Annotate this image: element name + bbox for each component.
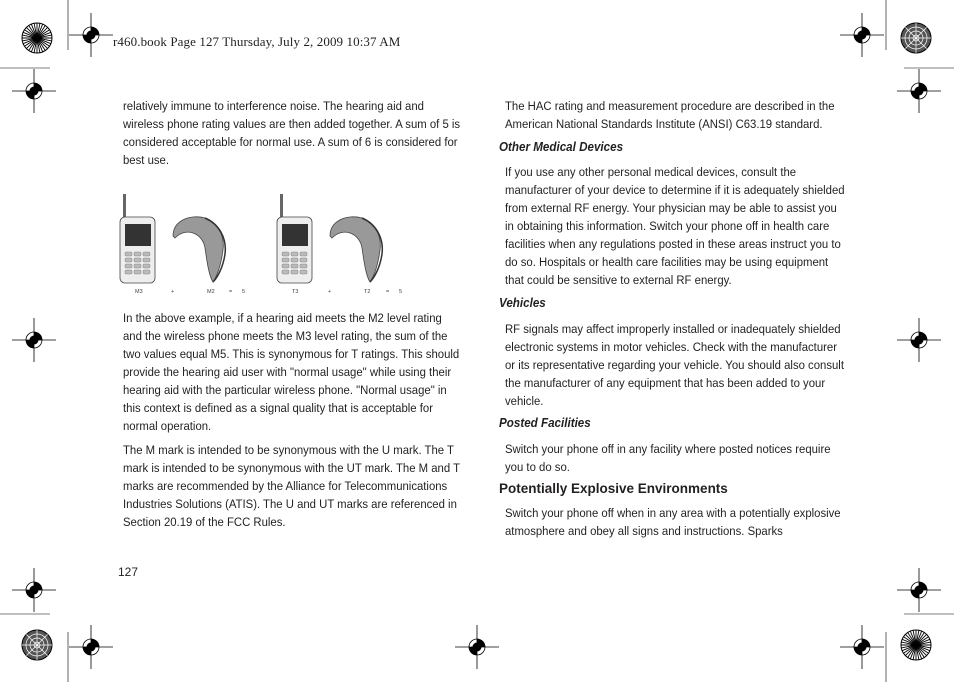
svg-text:=: =	[386, 289, 390, 295]
right-paragraph-hac: The HAC rating and measurement procedure are described in the American National Standards Institute (ANSI) C63.19 standard.	[505, 99, 835, 131]
right-paragraph-explosive: Switch your phone off when in any area with a potentially explosive atmosphere and obey all signs and instructions. Sparks	[505, 506, 841, 538]
right-paragraph-vehicles: RF signals may affect improperly installed or inadequately shielded electronic systems in motor vehicles. Check with the manufacturer or its representative regarding your vehicle. You should also consult the manufacturer of any equipment that has been added to your vehicle.	[505, 322, 844, 408]
aid-rating-m2: M2	[207, 289, 215, 295]
left-paragraph-3: The M mark is intended to be synonymous with the U mark. The T mark is intended to be synonymous with the UT mark. The M and T marks are recommended by the Alliance for Telecommunications Industries Solutions (ATIS). The U and UT marks are referenced in Section 20.19 of the FCC Rules.	[123, 443, 460, 529]
svg-text:+: +	[171, 289, 175, 295]
figure-group-m	[120, 194, 245, 295]
heading-vehicles: Vehicles	[499, 296, 546, 310]
svg-text:=: =	[229, 289, 233, 295]
page-header: r460.book Page 127 Thursday, July 2, 2009 10:37 AM	[113, 34, 401, 49]
hearing-aid-icon	[173, 217, 223, 282]
hearing-aid-icon	[330, 217, 380, 282]
left-paragraph-1: relatively immune to interference noise. The hearing aid and wireless phone rating values are then added together. A sum of 5 is considered acceptable for normal use. A sum of 6 is considered for best use.	[123, 99, 461, 167]
phone-rating-t3: T3	[292, 289, 299, 295]
left-paragraph-2: In the above example, if a hearing aid meets the M2 level rating and the wireless phone meets the M3 level rating, the sum of the two values equal M5. This is synonymous for T ratings. This should provide the hearing aid user with "normal usage" while using their hearing aid with the particular wireless phone. "Normal usage" in this context is defined as a signal quality that is acceptable for normal operation.	[123, 311, 460, 433]
figure-group-t	[277, 194, 402, 295]
right-paragraph-medical: If you use any other personal medical devices, consult the manufacturer of your device to determine if it is adequately shielded from external RF energy. Your physician may be able to assist you in obtaining this information. Switch your phone off in health care facilities when any regulations posted in these areas instruct you to do so. Hospitals or health care facilities may be using equipment that could be sensitive to external RF energy.	[505, 165, 845, 287]
phone-rating-m3: M3	[135, 289, 143, 295]
right-paragraph-posted: Switch your phone off in any facility where posted notices require you to do so.	[505, 442, 831, 474]
heading-posted-facilities: Posted Facilities	[499, 416, 591, 430]
aid-rating-t2: T2	[364, 289, 371, 295]
sum-t: 5	[399, 289, 403, 295]
page-number: 127	[118, 565, 139, 579]
svg-text:+: +	[328, 289, 332, 295]
heading-explosive-environments: Potentially Explosive Environments	[499, 481, 728, 496]
hac-rating-figure	[115, 190, 415, 300]
heading-other-medical-devices: Other Medical Devices	[499, 140, 624, 154]
sum-m: 5	[242, 289, 246, 295]
